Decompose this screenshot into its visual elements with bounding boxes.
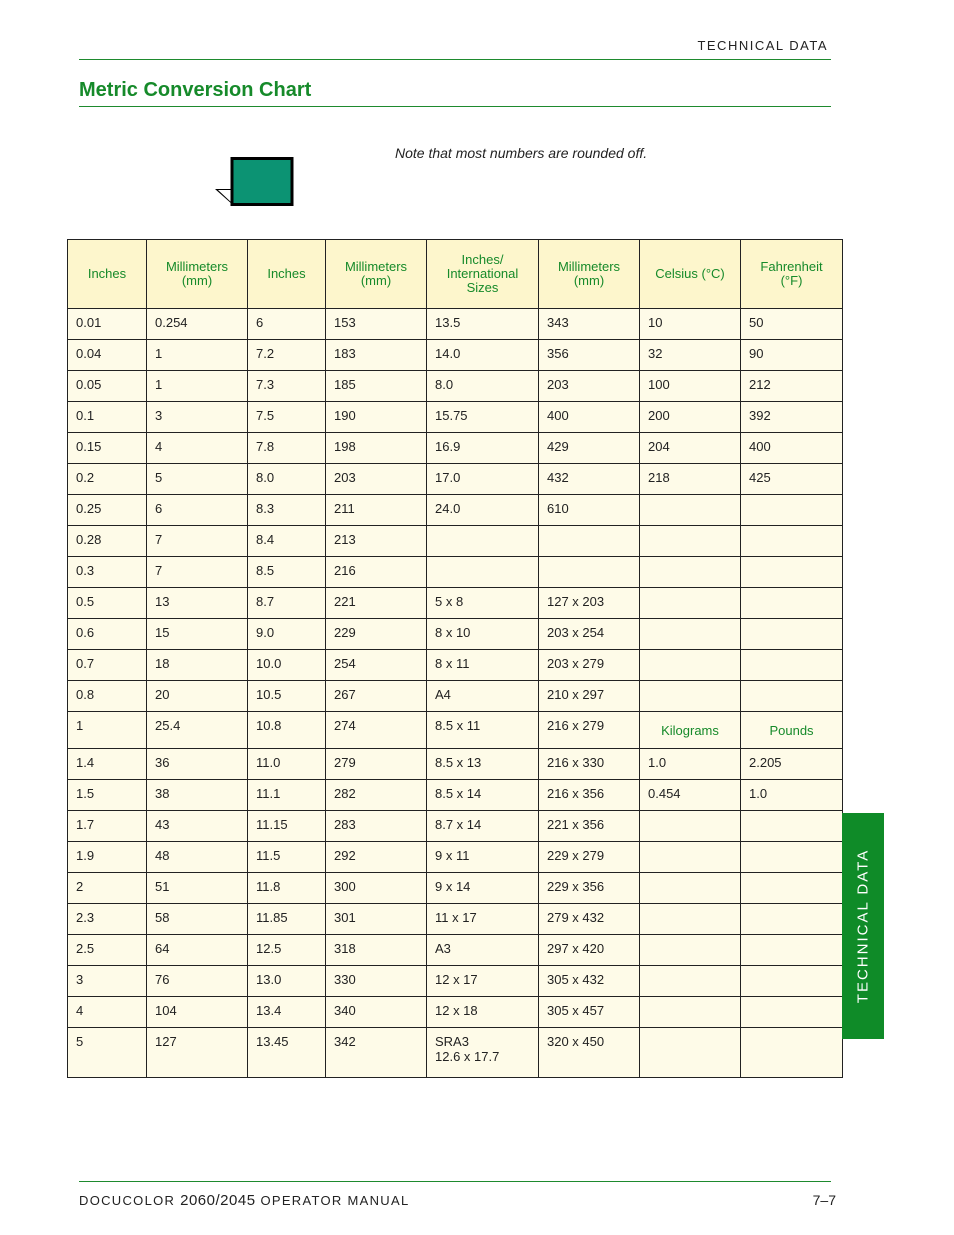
table-row (68, 495, 843, 526)
table-cell (640, 650, 741, 681)
table-cell: 212 (741, 371, 843, 402)
column-header (68, 240, 147, 309)
column-header-line: Celsius (°C) (655, 266, 725, 281)
table-cell: 292 (326, 842, 427, 873)
table-cell: 11.0 (248, 749, 326, 780)
table-cell: 320 x 450 (539, 1028, 640, 1078)
table-cell: 76 (147, 966, 248, 997)
table-cell (741, 904, 843, 935)
table-cell: 90 (741, 340, 843, 371)
table-cell: 10 (640, 309, 741, 340)
table-cell: 204 (640, 433, 741, 464)
table-cell: 3 (68, 966, 147, 997)
table-cell: 2.5 (68, 935, 147, 966)
table-cell: 343 (539, 309, 640, 340)
table-cell (640, 557, 741, 588)
table-cell: 14.0 (427, 340, 539, 371)
table-cell: 0.2 (68, 464, 147, 495)
table-row (68, 464, 843, 495)
table-cell: 216 x 330 (539, 749, 640, 780)
footer-prefix: DOCUCOLOR (79, 1193, 181, 1208)
table-cell (741, 557, 843, 588)
column-header-line: Inches (267, 266, 306, 281)
table-cell (741, 588, 843, 619)
table-row (68, 650, 843, 681)
table-cell: 0.6 (68, 619, 147, 650)
page-number: 7–7 (812, 1192, 836, 1208)
table-cell: 216 x 356 (539, 780, 640, 811)
table-cell: 11.15 (248, 811, 326, 842)
table-cell: 8.0 (248, 464, 326, 495)
table-cell: 7.5 (248, 402, 326, 433)
table-cell: 4 (68, 997, 147, 1028)
table-cell: 1 (147, 340, 248, 371)
table-cell (640, 526, 741, 557)
table-cell (640, 935, 741, 966)
footer-manual-title (79, 1192, 410, 1209)
table-cell: 127 x 203 (539, 588, 640, 619)
table-cell: 0.454 (640, 780, 741, 811)
table-cell: 356 (539, 340, 640, 371)
table-cell: 229 x 356 (539, 873, 640, 904)
table-cell: 213 (326, 526, 427, 557)
table-cell: 1.0 (741, 780, 843, 811)
table-row (68, 966, 843, 997)
table-cell: 8 x 11 (427, 650, 539, 681)
table-cell (640, 811, 741, 842)
table-cell: 218 (640, 464, 741, 495)
side-tab-label: TECHNICAL DATA (854, 848, 872, 1004)
table-cell: 11.1 (248, 780, 326, 811)
table-cell: 12 x 18 (427, 997, 539, 1028)
table-cell: 254 (326, 650, 427, 681)
table-cell: 198 (326, 433, 427, 464)
table-cell: 0.28 (68, 526, 147, 557)
table-cell: 153 (326, 309, 427, 340)
table-cell: 8.7 x 14 (427, 811, 539, 842)
column-header-line: Millimeters (165, 259, 229, 274)
table-cell: 17.0 (427, 464, 539, 495)
table-cell: 305 x 432 (539, 966, 640, 997)
column-header-line: Fahrenheit (760, 259, 823, 274)
table-cell: 38 (147, 780, 248, 811)
footer-suffix: OPERATOR MANUAL (255, 1193, 410, 1208)
table-cell (741, 1028, 843, 1078)
column-header (741, 240, 843, 309)
table-cell (640, 495, 741, 526)
table-row (68, 1028, 843, 1078)
table-cell: 127 (147, 1028, 248, 1078)
table-cell (640, 997, 741, 1028)
table-cell: 36 (147, 749, 248, 780)
column-header-line: International (446, 266, 519, 281)
table-row (68, 811, 843, 842)
running-head: TECHNICAL DATA (697, 38, 828, 53)
table-cell (741, 681, 843, 712)
table-cell: 1.0 (640, 749, 741, 780)
table-cell (427, 557, 539, 588)
table-cell: 432 (539, 464, 640, 495)
table-cell (640, 873, 741, 904)
table-cell: 48 (147, 842, 248, 873)
table-cell: 8.5 x 14 (427, 780, 539, 811)
table-cell: 221 x 356 (539, 811, 640, 842)
table-cell: 210 x 297 (539, 681, 640, 712)
table-cell: 318 (326, 935, 427, 966)
table-cell: 342 (326, 1028, 427, 1078)
footer-model: 2060/2045 (180, 1192, 256, 1209)
sub-column-header: Kilograms (640, 712, 741, 749)
table-cell (741, 842, 843, 873)
table-row (68, 433, 843, 464)
table-cell: 18 (147, 650, 248, 681)
table-row (68, 340, 843, 371)
column-header (326, 240, 427, 309)
section-side-tab (842, 813, 884, 1039)
table-row (68, 681, 843, 712)
table-row (68, 402, 843, 433)
table-cell: 1.7 (68, 811, 147, 842)
table-cell: 610 (539, 495, 640, 526)
table-cell: 400 (741, 433, 843, 464)
table-cell (640, 966, 741, 997)
table-cell (741, 526, 843, 557)
table-cell: 5 (68, 1028, 147, 1078)
table-cell: 425 (741, 464, 843, 495)
table-row (68, 780, 843, 811)
table-cell: 13 (147, 588, 248, 619)
table-cell: 9 x 11 (427, 842, 539, 873)
column-header (248, 240, 326, 309)
column-header-line: Inches (87, 266, 127, 281)
table-cell: 10.8 (248, 712, 326, 749)
table-cell: 0.25 (68, 495, 147, 526)
table-cell: 301 (326, 904, 427, 935)
table-cell: 15 (147, 619, 248, 650)
table-cell: 9 x 14 (427, 873, 539, 904)
table-cell: 203 (326, 464, 427, 495)
table-cell: 6 (248, 309, 326, 340)
table-cell: 185 (326, 371, 427, 402)
table-cell: 2.205 (741, 749, 843, 780)
column-header-line: Millimeters (557, 259, 621, 274)
table-cell: 6 (147, 495, 248, 526)
conversion-table (67, 239, 843, 1078)
table-cell: 10.5 (248, 681, 326, 712)
table-cell (741, 873, 843, 904)
table-cell: 1.5 (68, 780, 147, 811)
table-cell: 216 x 279 (539, 712, 640, 749)
table-cell: 0.7 (68, 650, 147, 681)
table-cell: 229 (326, 619, 427, 650)
column-header-line: Millimeters (344, 259, 408, 274)
table-cell: 24.0 (427, 495, 539, 526)
table-cell-line: SRA3 (435, 1034, 469, 1049)
column-header (640, 240, 741, 309)
table-cell: 12 x 17 (427, 966, 539, 997)
table-cell (741, 997, 843, 1028)
table-cell-line: 12.6 x 17.7 (435, 1049, 500, 1064)
table-cell: 300 (326, 873, 427, 904)
table-cell (741, 495, 843, 526)
table-cell (539, 557, 640, 588)
column-header (539, 240, 640, 309)
column-header (147, 240, 248, 309)
table-cell: 7 (147, 526, 248, 557)
footer-rule (79, 1181, 831, 1182)
table-cell: 282 (326, 780, 427, 811)
table-row (68, 557, 843, 588)
title-rule (79, 106, 831, 107)
table-cell: 100 (640, 371, 741, 402)
table-cell: 13.4 (248, 997, 326, 1028)
table-cell: 0.01 (68, 309, 147, 340)
table-cell: 7.2 (248, 340, 326, 371)
table-cell: 8.5 x 11 (427, 712, 539, 749)
table-cell: 4 (147, 433, 248, 464)
column-header-line: (mm) (573, 273, 605, 288)
table-cell: 11.85 (248, 904, 326, 935)
table-cell: A3 (427, 935, 539, 966)
column-header-line: (mm) (181, 273, 213, 288)
table-cell: 25.4 (147, 712, 248, 749)
table-cell: 279 x 432 (539, 904, 640, 935)
table-cell: 13.5 (427, 309, 539, 340)
table-cell (741, 811, 843, 842)
table-row (68, 873, 843, 904)
table-cell: 0.254 (147, 309, 248, 340)
table-cell: 3 (147, 402, 248, 433)
table-cell: 8.4 (248, 526, 326, 557)
table-header-row (68, 240, 843, 309)
table-cell (640, 1028, 741, 1078)
table-cell: A4 (427, 681, 539, 712)
table-row (68, 997, 843, 1028)
table-cell: 11.8 (248, 873, 326, 904)
table-cell: 305 x 457 (539, 997, 640, 1028)
table-cell: 203 x 279 (539, 650, 640, 681)
table-cell: 183 (326, 340, 427, 371)
table-cell: 221 (326, 588, 427, 619)
table-cell: 1.4 (68, 749, 147, 780)
table-cell: 392 (741, 402, 843, 433)
table-cell (640, 904, 741, 935)
table-cell: 267 (326, 681, 427, 712)
table-cell: 64 (147, 935, 248, 966)
table-cell: 58 (147, 904, 248, 935)
table-cell: 1 (68, 712, 147, 749)
column-header-line: (mm) (360, 273, 392, 288)
table-row (68, 526, 843, 557)
table-cell: 7 (147, 557, 248, 588)
table-cell (741, 650, 843, 681)
table-cell: 5 (147, 464, 248, 495)
table-cell: 0.5 (68, 588, 147, 619)
table-cell: 11.5 (248, 842, 326, 873)
table-cell (741, 935, 843, 966)
table-cell: 1.9 (68, 842, 147, 873)
table-cell: 2.3 (68, 904, 147, 935)
table-cell: 283 (326, 811, 427, 842)
table-cell: 15.75 (427, 402, 539, 433)
table-row (68, 935, 843, 966)
table-body (68, 309, 843, 1078)
table-cell: 0.8 (68, 681, 147, 712)
table-cell: 8.3 (248, 495, 326, 526)
table-row (68, 309, 843, 340)
table-cell: 400 (539, 402, 640, 433)
table-row (68, 904, 843, 935)
table-cell: 216 (326, 557, 427, 588)
table-cell: 0.04 (68, 340, 147, 371)
table-cell (539, 526, 640, 557)
page-title: Metric Conversion Chart (79, 79, 312, 101)
header-rule (79, 59, 831, 60)
table-cell: 9.0 (248, 619, 326, 650)
table-row (68, 588, 843, 619)
table-cell: 0.1 (68, 402, 147, 433)
column-header-line: (°F) (780, 273, 803, 288)
table-cell: 1 (147, 371, 248, 402)
table-cell: 11 x 17 (427, 904, 539, 935)
table-cell: 10.0 (248, 650, 326, 681)
table-cell (427, 1028, 539, 1078)
table-cell (427, 526, 539, 557)
table-cell (741, 966, 843, 997)
table-cell: 51 (147, 873, 248, 904)
table-cell: 43 (147, 811, 248, 842)
table-cell: 200 (640, 402, 741, 433)
table-cell: 190 (326, 402, 427, 433)
table-row (68, 712, 843, 749)
table-cell: 429 (539, 433, 640, 464)
table-cell: 16.9 (427, 433, 539, 464)
rounding-note: Note that most numbers are rounded off. (395, 145, 648, 161)
table-cell: 5 x 8 (427, 588, 539, 619)
table-cell: 0.05 (68, 371, 147, 402)
table-cell: 340 (326, 997, 427, 1028)
table-row (68, 749, 843, 780)
table-cell: 7.3 (248, 371, 326, 402)
table-cell: 50 (741, 309, 843, 340)
table-cell: 203 x 254 (539, 619, 640, 650)
table-cell: 274 (326, 712, 427, 749)
table-cell: 330 (326, 966, 427, 997)
table-cell: 229 x 279 (539, 842, 640, 873)
table-cell: 32 (640, 340, 741, 371)
table-cell: 8 x 10 (427, 619, 539, 650)
table-cell: 8.5 x 13 (427, 749, 539, 780)
table-cell: 8.5 (248, 557, 326, 588)
column-header (427, 240, 539, 309)
table-cell: 0.3 (68, 557, 147, 588)
table-cell (640, 588, 741, 619)
table-row (68, 842, 843, 873)
table-cell: 13.0 (248, 966, 326, 997)
table-cell: 2 (68, 873, 147, 904)
table-cell: 0.15 (68, 433, 147, 464)
table-cell (741, 619, 843, 650)
note-icon (214, 157, 296, 207)
table-row (68, 371, 843, 402)
table-cell: 203 (539, 371, 640, 402)
table-cell: 104 (147, 997, 248, 1028)
table-cell (640, 842, 741, 873)
table-cell: 20 (147, 681, 248, 712)
table-cell: 8.0 (427, 371, 539, 402)
column-header-line: Sizes (466, 280, 499, 295)
table-cell (640, 619, 741, 650)
table-cell: 211 (326, 495, 427, 526)
sub-column-header: Pounds (741, 712, 843, 749)
table-cell: 8.7 (248, 588, 326, 619)
table-cell: 13.45 (248, 1028, 326, 1078)
table-cell: 12.5 (248, 935, 326, 966)
table-cell: 297 x 420 (539, 935, 640, 966)
table-cell: 279 (326, 749, 427, 780)
table-row (68, 619, 843, 650)
table-cell (640, 681, 741, 712)
column-header-line: Inches/ (461, 252, 504, 267)
table-cell: 7.8 (248, 433, 326, 464)
